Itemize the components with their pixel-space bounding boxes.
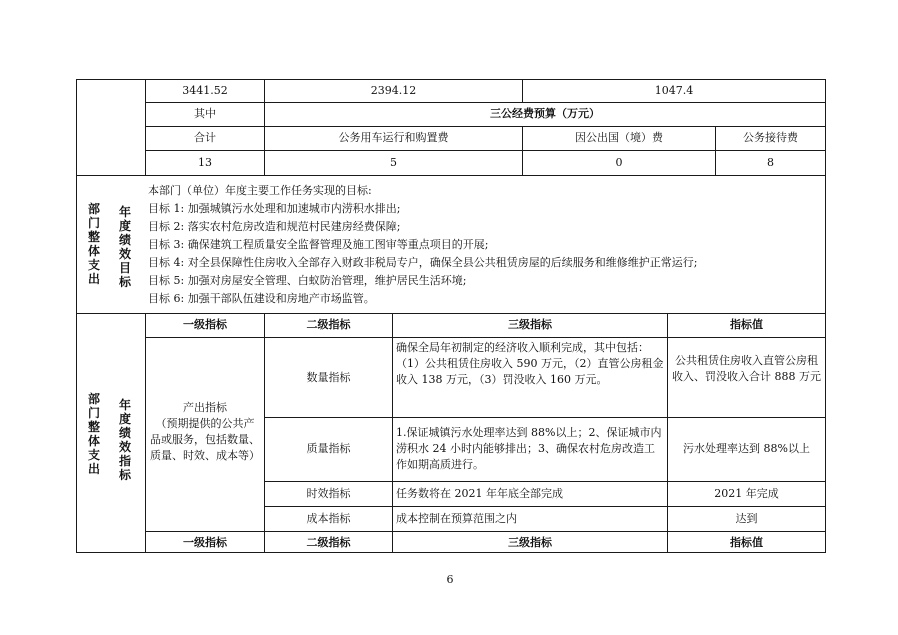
cost-indicator-label: 成本指标 <box>306 512 351 525</box>
repeat-header-value: 指标值 <box>730 536 763 549</box>
goals-right-label: 年度绩效目标 <box>118 205 131 289</box>
sangong-reception-count: 8 <box>767 156 774 169</box>
repeat-header-level1: 一级指标 <box>183 536 227 549</box>
goals-line-6: 目标 6: 加强干部队伍建设和房地产市场监管。 <box>148 292 375 305</box>
cost-indicator-detail: 成本控制在预算范围之内 <box>396 512 517 525</box>
level1-desc-3: 质量、时效、成本等） <box>150 449 260 462</box>
sangong-title: 三公经费预算（万元） <box>490 107 600 120</box>
header-level3: 三级指标 <box>508 318 552 331</box>
quality-indicator-detail: 1.保证城镇污水处理率达到 88%以上；2、保证城市内涝积水 24 小时内能够排出；3、确保农村危房改造工作如期高质进行。 <box>396 426 662 471</box>
sangong-total-count: 13 <box>198 156 212 169</box>
indicators-left-label: 部门整体支出 <box>87 392 100 476</box>
sangong-header-total: 合计 <box>194 131 216 144</box>
sangong-vehicle-count: 5 <box>390 156 397 169</box>
header-level2: 二级指标 <box>306 318 351 331</box>
repeat-header-level3: 三级指标 <box>508 536 552 549</box>
quantity-indicator-detail: 确保全局年初制定的经济收入顺利完成，其中包括：（1）公共租赁住房收入 590 万元，（2）直管公房租金收入 138 万元，（3）罚没收入 160 万元。 <box>396 341 664 386</box>
sangong-header-reception: 公务接待费 <box>743 131 798 144</box>
quality-indicator-label: 质量指标 <box>306 442 351 455</box>
timeliness-indicator-value: 2021 年完成 <box>714 487 779 500</box>
level1-desc-2: 品或服务，包括数量、 <box>150 433 260 446</box>
goals-line-1: 目标 1: 加强城镇污水处理和加速城市内涝积水排出; <box>148 202 401 215</box>
level1-title: 产出指标 <box>183 401 227 414</box>
quantity-indicator-label: 数量指标 <box>306 371 351 384</box>
sangong-header-abroad: 因公出国（境）费 <box>575 131 663 144</box>
timeliness-indicator-detail: 任务数将在 2021 年年底全部完成 <box>396 487 563 500</box>
timeliness-indicator-label: 时效指标 <box>306 487 351 500</box>
goals-line-3: 目标 3: 确保建筑工程质量安全监督管理及施工图审等重点项目的开展; <box>148 238 489 251</box>
repeat-header-level2: 二级指标 <box>306 536 351 549</box>
goals-line-5: 目标 5: 加强对房屋安全管理、白蚁防治管理，维护居民生活环境; <box>148 274 467 287</box>
quantity-indicator-value: 公共租赁住房收入直管公房租收入、罚没收入合计 888 万元 <box>672 354 821 383</box>
goals-line-2: 目标 2: 落实农村危房改造和规范村民建房经费保障; <box>148 220 401 233</box>
goals-left-label: 部门整体支出 <box>87 202 100 286</box>
header-value: 指标值 <box>730 318 763 331</box>
quality-indicator-value: 污水处理率达到 88%以上 <box>683 442 810 455</box>
level1-desc-1: （预期提供的公共产 <box>155 417 255 430</box>
goals-line-intro: 本部门（单位）年度主要工作任务实现的目标: <box>148 184 372 197</box>
budget-total-value: 3441.52 <box>182 84 228 97</box>
cost-indicator-value: 达到 <box>735 512 758 525</box>
goals-line-4: 目标 4: 对全县保障性住房收入全部存入财政非税局专户，确保全县公共租赁房屋的后续服务和维修维护正常运行; <box>148 256 698 269</box>
sangong-header-vehicle: 公务用车运行和购置费 <box>338 131 449 144</box>
budget-project-value: 1047.4 <box>654 84 694 97</box>
budget-basic-value: 2394.12 <box>370 84 417 97</box>
indicators-right-label: 年度绩效指标 <box>118 398 131 482</box>
page-number: 6 <box>446 573 454 586</box>
sangong-abroad-count: 0 <box>615 156 623 169</box>
header-level1: 一级指标 <box>183 318 227 331</box>
qizhong-label: 其中 <box>194 107 216 120</box>
